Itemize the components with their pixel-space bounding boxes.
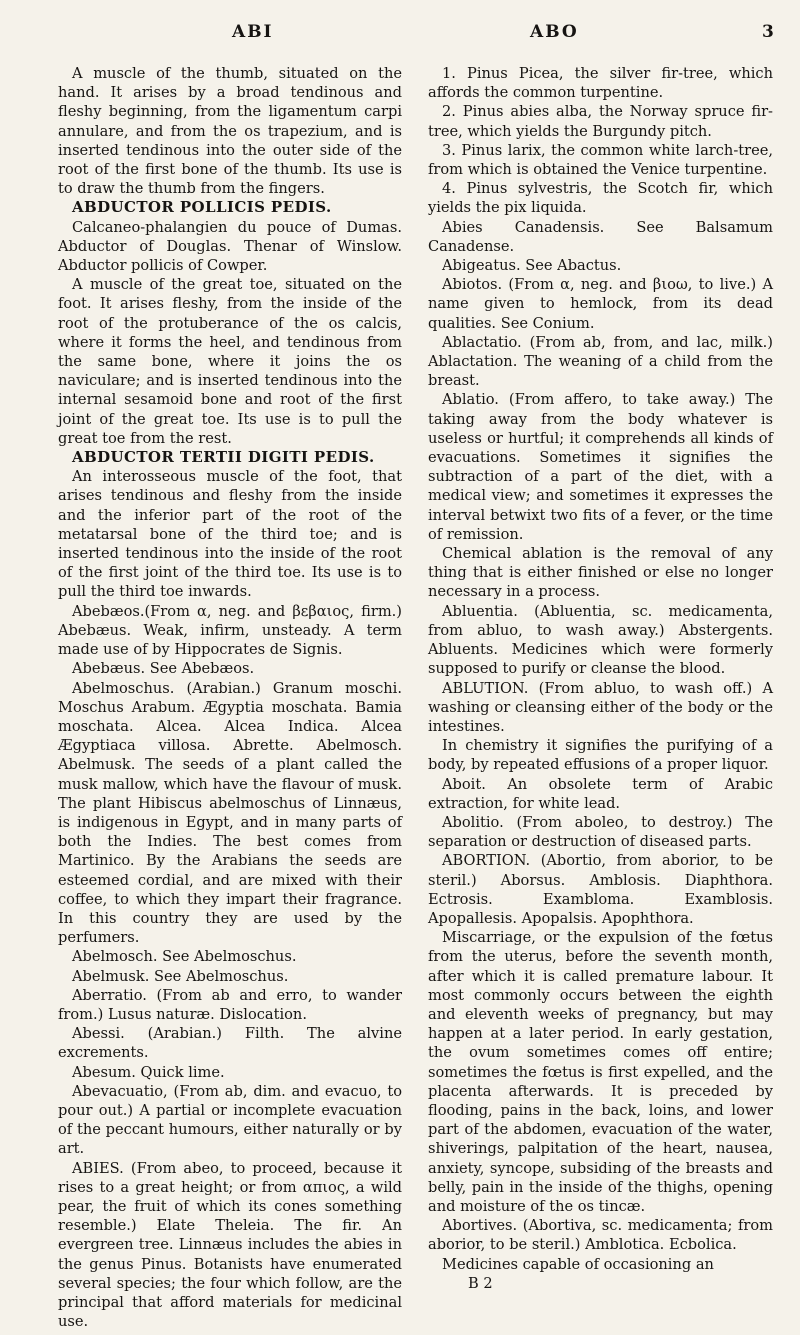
right-column <box>428 64 773 1293</box>
page-number: 3 <box>762 22 776 42</box>
entry-paragraph: Abesum. Quick lime. <box>72 1063 225 1081</box>
entry-paragraph: ABORTION. (Abortio, from aborior, to be steril.) Aborsus. Amblosis. Diaphthora. Ectrosis. Exambloma. Examblosis. Apopallesis. Apopalsis. Apophthora. <box>428 852 773 927</box>
entry-paragraph: Abolitio. (From aboleo, to destroy.) The separation or destruction of diseased parts. <box>428 813 773 851</box>
entry-paragraph: Ablactatio. (From ab, from, and lac, milk.) Ablactation. The weaning of a child from the breast. <box>428 333 773 390</box>
header-left-word: ABI <box>232 22 274 42</box>
entry-paragraph: Miscarriage, or the expulsion of the fœtus from the uterus, before the seventh month, after which it is called premature labour. It most commonly occurs between the eighth and eleventh weeks of pregnancy, but may happen at a later period. In early gestation, the ovum sometimes comes off entire; sometimes the fœtus is first expelled, and the placenta afterwards. It is preceded by flooding, pains in the back, loins, and lower part of the abdomen, evacuation of the water, shiverings, palpitation of the heart, nausea, anxiety, syncope, subsiding of the breasts and belly, pain in the inside of the thighs, opening and moisture of the os tincæ. <box>428 929 773 1215</box>
entry-paragraph: ABLUTION. (From abluo, to wash off.) A washing or cleansing either of the body or the intestines. <box>428 679 773 735</box>
entry-paragraph: Abevacuatio, (From ab, dim. and evacuo, to pour out.) A partial or incomplete evacuation of the peccant humours, either naturally or by art. <box>58 1082 402 1158</box>
entry-heading: ABDUCTOR POLLICIS PEDIS. <box>72 198 332 217</box>
entry-paragraph: An interosseous muscle of the foot, that arises tendinous and fleshy from the inside and the inferior part of the root of the metatarsal bone of the third toe; and is inserted tendinous into the inside of the root of the first joint of the third toe. Its use is to pull the third toe inwards. <box>58 468 402 601</box>
entry-paragraph: Abigeatus. See Abactus. <box>442 257 622 275</box>
entry-paragraph: 3. Pinus larix, the common white larch-tree, from which is obtained the Venice turpentine. <box>428 141 773 179</box>
entry-paragraph: Abelmusk. See Abelmoschus. <box>72 967 289 985</box>
entry-paragraph: In chemistry it signifies the purifying of a body, by repeated effusions of a proper liquor. <box>428 737 773 774</box>
entry-paragraph: Abelmoschus. (Arabian.) Granum moschi. Moschus Arabum. Ægyptia moschata. Bamia moschata. Alcea. Alcea Indica. Alcea Ægyptiaca villosa. Abrette. Abelmosch. Abelmusk. The seeds of a plant called the musk mallow, which have the flavour of musk. The plant Hibiscus abelmoschus of Linnæus, is indigenous in Egypt, and in many parts of both the Indies. The best comes from Martinico. By the Arabians the seeds are esteemed cordial, and are mixed with their coffee, to which they impart their fragrance. In this country they are used by the perfumers. <box>58 679 402 947</box>
entry-paragraph: Calcaneo-phalangien du pouce of Dumas. Abductor of Douglas. Thenar of Winslow. Abductor pollicis of Cowper. <box>58 218 402 275</box>
entry-paragraph: Aberratio. (From ab and erro, to wander from.) Lusus naturæ. Dislocation. <box>58 986 402 1023</box>
entry-paragraph: Abluentia. (Abluentia, sc. medicamenta, from abluo, to wash away.) Abstergents. Abluents. Medicines which were formerly supposed to purify or cleanse the blood. <box>428 602 773 678</box>
entry-paragraph: Abelmosch. See Abelmoschus. <box>72 948 297 966</box>
printer-signature: B 2 <box>468 1274 493 1292</box>
header-mid-word: ABO <box>530 22 579 42</box>
entry-paragraph: Abies Canadensis. See Balsamum Canadense. <box>428 218 773 255</box>
entry-paragraph: 1. Pinus Picea, the silver fir-tree, which affords the common turpentine. <box>428 65 773 102</box>
entry-paragraph: A muscle of the great toe, situated on the foot. It arises fleshy, from the inside of the root of the protuberance of the os calcis, where it forms the heel, and tendinous from the same bone, where it joins the os naviculare; and is inserted tendinous into the internal sesamoid bone and root of the first joint of the great toe. Its use is to pull the great toe from the rest. <box>58 276 402 447</box>
entry-paragraph: Abessi. (Arabian.) Filth. The alvine excrements. <box>58 1025 402 1062</box>
entry-paragraph: Abebæus. See Abebæos. <box>72 660 255 678</box>
entry-paragraph: Medicines capable of occasioning an <box>442 1255 714 1273</box>
entry-paragraph: Aboit. An obsolete term of Arabic extraction, for white lead. <box>428 775 773 812</box>
running-header <box>0 22 800 62</box>
entry-paragraph: 2. Pinus abies alba, the Norway spruce fir-tree, which yields the Burgundy pitch. <box>428 103 773 140</box>
entry-paragraph: 4. Pinus sylvestris, the Scotch fir, which yields the pix liquida. <box>428 180 773 217</box>
entry-paragraph: Ablatio. (From affero, to take away.) The taking away from the body whatever is useless or hurtful; it comprehends all kinds of evacuations. Sometimes it signifies the subtraction of a part of the diet, with a medical view; and sometimes it expresses the interval betwixt two fits of a fever, or the time of remission. <box>428 391 773 543</box>
entry-paragraph: Abiotos. (From α, neg. and βιοω, to live.) A name given to hemlock, from its dead qualities. See Conium. <box>428 276 773 332</box>
entry-paragraph: Abebæos.(From α, neg. and βεβαιος, firm.) Abebæus. Weak, infirm, unsteady. A term made use of by Hippocrates de Signis. <box>58 602 402 659</box>
entry-heading: ABDUCTOR TERTII DIGITI PEDIS. <box>72 448 375 467</box>
entry-paragraph: ABIES. (From abeo, to proceed, because it rises to a great height; or from απιος, a wild pear, the fruit of which its cones something resemble.) Elate Theleia. The fir. An evergreen tree. Linnæus includes the abies in the genus Pinus. Botanists have enumerated several species; the four which follow, are the principal that afford materials for medicinal use. <box>58 1159 402 1331</box>
entry-paragraph: Chemical ablation is the removal of any thing that is either finished or else no longer necessary in a process. <box>428 545 773 601</box>
entry-paragraph: A muscle of the thumb, situated on the hand. It arises by a broad tendinous and fleshy beginning, from the ligamentum carpi annulare, and from the os trapezium, and is inserted tendinous into the outer side of the root of the first bone of the thumb. Its use is to draw the thumb from the fingers. <box>58 65 402 198</box>
left-column <box>58 64 402 1331</box>
entry-paragraph: Abortives. (Abortiva, sc. medicamenta; from aborior, to be steril.) Amblotica. Ecbolica. <box>428 1217 773 1254</box>
